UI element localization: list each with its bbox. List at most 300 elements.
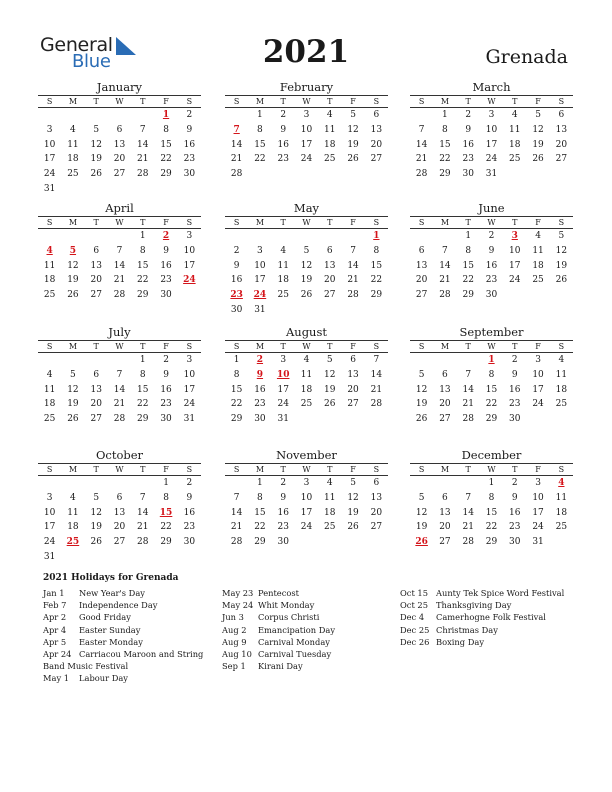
holiday-item bbox=[43, 624, 223, 636]
days-grid bbox=[225, 476, 388, 550]
day-cell: 13 bbox=[90, 260, 102, 271]
day-cell: 9 bbox=[280, 492, 287, 503]
holidays-column bbox=[400, 587, 580, 648]
day-cell: 23 bbox=[254, 399, 266, 410]
day-cell: 16 bbox=[485, 260, 498, 271]
weekday-label: M bbox=[255, 97, 265, 106]
holiday-day-cell: 7 bbox=[233, 124, 240, 135]
holiday-name: Camerhogne Folk Festival bbox=[436, 612, 546, 623]
day-cell: 1 bbox=[163, 478, 169, 488]
day-cell: 30 bbox=[183, 537, 196, 548]
holiday-name: Labour Day bbox=[79, 673, 128, 684]
day-cell: 9 bbox=[186, 124, 193, 135]
month-december bbox=[410, 448, 573, 550]
weekday-label: F bbox=[163, 342, 169, 351]
holidays-column bbox=[222, 587, 402, 672]
day-cell: 19 bbox=[347, 139, 359, 150]
weekday-header bbox=[225, 463, 388, 476]
day-cell: 29 bbox=[485, 537, 498, 548]
day-cell: 22 bbox=[370, 275, 383, 286]
holiday-date: Aug 2 bbox=[222, 624, 247, 635]
month-november bbox=[225, 448, 388, 550]
weekday-label: M bbox=[68, 218, 78, 227]
day-cell: 5 bbox=[70, 369, 76, 380]
day-cell: 17 bbox=[183, 384, 196, 395]
day-cell: 30 bbox=[509, 537, 521, 548]
holiday-item bbox=[400, 599, 580, 611]
day-cell: 6 bbox=[373, 110, 380, 120]
day-cell: 21 bbox=[415, 154, 428, 165]
day-cell: 8 bbox=[139, 245, 146, 256]
day-cell: 26 bbox=[67, 414, 79, 425]
month-title: December bbox=[461, 448, 522, 462]
day-cell: 24 bbox=[300, 154, 313, 165]
day-cell: 29 bbox=[370, 290, 383, 301]
day-cell: 29 bbox=[137, 290, 149, 301]
day-cell: 19 bbox=[555, 260, 568, 271]
day-cell: 16 bbox=[254, 384, 266, 395]
holiday-item bbox=[222, 648, 402, 660]
day-cell: 12 bbox=[415, 384, 428, 395]
weekday-label: F bbox=[350, 342, 356, 351]
weekday-label: S bbox=[233, 97, 240, 106]
weekday-label: M bbox=[440, 218, 450, 227]
holiday-item bbox=[43, 611, 223, 623]
holiday-name: Pentecost bbox=[258, 588, 299, 598]
day-cell: 5 bbox=[535, 110, 541, 120]
day-cell: 11 bbox=[532, 245, 544, 256]
month-title: April bbox=[105, 201, 134, 215]
day-cell: 23 bbox=[462, 154, 474, 165]
weekday-label: T bbox=[465, 97, 471, 106]
day-cell: 4 bbox=[326, 478, 333, 488]
holiday-date: Apr 4 bbox=[43, 624, 67, 635]
day-cell: 14 bbox=[230, 139, 243, 150]
day-cell: 22 bbox=[254, 154, 266, 165]
weekday-label: M bbox=[440, 97, 450, 106]
day-cell: 29 bbox=[230, 414, 243, 425]
day-cell: 12 bbox=[532, 124, 544, 135]
day-cell: 6 bbox=[442, 369, 448, 380]
holiday-item bbox=[43, 636, 223, 648]
day-cell: 17 bbox=[300, 139, 313, 150]
holiday-name: Whit Monday bbox=[258, 600, 315, 611]
day-cell: 13 bbox=[113, 507, 126, 518]
day-cell: 12 bbox=[67, 260, 79, 271]
weekday-label: T bbox=[465, 218, 471, 227]
day-cell: 11 bbox=[324, 492, 336, 503]
day-cell: 23 bbox=[183, 154, 196, 165]
day-cell: 11 bbox=[67, 507, 79, 518]
weekday-header bbox=[38, 463, 201, 476]
day-cell: 20 bbox=[370, 507, 383, 518]
holiday-day-cell: 23 bbox=[230, 290, 243, 301]
holiday-item bbox=[222, 599, 402, 611]
day-cell: 15 bbox=[462, 260, 474, 271]
weekday-label: S bbox=[373, 342, 380, 351]
day-cell: 9 bbox=[488, 245, 495, 256]
weekday-label: M bbox=[255, 465, 265, 474]
day-cell: 20 bbox=[113, 154, 126, 165]
day-cell: 25 bbox=[43, 290, 56, 301]
weekday-label: W bbox=[302, 342, 311, 351]
weekday-label: S bbox=[418, 465, 425, 474]
day-cell: 20 bbox=[370, 139, 383, 150]
month-july bbox=[38, 325, 201, 427]
day-cell: 27 bbox=[439, 414, 451, 425]
day-cell: 31 bbox=[485, 169, 498, 180]
empty-cell bbox=[295, 229, 318, 244]
day-cell: 15 bbox=[485, 507, 498, 518]
holiday-name: Easter Sunday bbox=[79, 624, 141, 635]
holiday-name: Independence Day bbox=[79, 600, 158, 611]
day-cell: 19 bbox=[532, 139, 544, 150]
day-cell: 6 bbox=[350, 355, 356, 365]
holidays-column bbox=[43, 587, 223, 685]
holiday-day-cell: 15 bbox=[159, 507, 173, 518]
weekday-label: F bbox=[350, 465, 356, 474]
day-cell: 21 bbox=[370, 384, 383, 395]
empty-cell bbox=[225, 108, 248, 123]
day-cell: 24 bbox=[183, 399, 196, 410]
day-cell: 22 bbox=[137, 275, 149, 286]
day-cell: 21 bbox=[113, 399, 126, 410]
day-cell: 24 bbox=[277, 399, 289, 410]
holiday-date: Feb 7 bbox=[43, 600, 67, 611]
day-cell: 27 bbox=[113, 537, 126, 548]
day-cell: 18 bbox=[300, 384, 313, 395]
day-cell: 25 bbox=[555, 522, 568, 533]
day-cell: 17 bbox=[254, 275, 266, 286]
weekday-label: T bbox=[327, 342, 333, 351]
day-cell: 19 bbox=[90, 522, 102, 533]
empty-cell bbox=[85, 353, 108, 368]
day-cell: 13 bbox=[90, 384, 102, 395]
weekday-label: T bbox=[280, 465, 286, 474]
day-cell: 11 bbox=[43, 384, 56, 395]
day-cell: 3 bbox=[186, 355, 193, 365]
weekday-label: M bbox=[255, 342, 265, 351]
day-cell: 22 bbox=[137, 399, 149, 410]
day-cell: 15 bbox=[485, 384, 498, 395]
day-cell: 16 bbox=[277, 507, 289, 518]
month-october bbox=[38, 448, 201, 565]
day-cell: 26 bbox=[300, 290, 313, 301]
weekday-label: W bbox=[487, 342, 496, 351]
day-cell: 8 bbox=[257, 492, 263, 503]
day-cell: 7 bbox=[465, 369, 472, 380]
day-cell: 22 bbox=[254, 522, 266, 533]
empty-cell bbox=[433, 353, 456, 368]
month-march bbox=[410, 80, 573, 182]
day-cell: 13 bbox=[113, 139, 126, 150]
day-cell: 12 bbox=[324, 369, 336, 380]
day-cell: 19 bbox=[415, 399, 428, 410]
weekday-label: M bbox=[440, 342, 450, 351]
weekday-label: S bbox=[233, 218, 240, 227]
day-cell: 12 bbox=[415, 507, 428, 518]
weekday-label: S bbox=[46, 218, 53, 227]
day-cell: 3 bbox=[257, 245, 263, 256]
day-cell: 3 bbox=[303, 478, 310, 488]
day-cell: 25 bbox=[43, 414, 56, 425]
weekday-label: W bbox=[487, 97, 496, 106]
day-cell: 1 bbox=[465, 231, 472, 241]
month-june bbox=[410, 201, 573, 303]
day-cell: 17 bbox=[485, 139, 498, 150]
holiday-date: May 1 bbox=[43, 673, 70, 684]
day-cell: 7 bbox=[139, 492, 146, 503]
day-cell: 25 bbox=[324, 154, 336, 165]
month-title: February bbox=[279, 80, 334, 94]
day-cell: 4 bbox=[511, 110, 518, 120]
day-cell: 27 bbox=[439, 537, 451, 548]
holiday-item bbox=[400, 636, 580, 648]
day-cell: 24 bbox=[509, 275, 521, 286]
holiday-day-cell: 9 bbox=[256, 369, 264, 380]
day-cell: 8 bbox=[257, 124, 263, 135]
weekday-label: T bbox=[140, 218, 146, 227]
weekday-label: S bbox=[46, 97, 53, 106]
day-cell: 3 bbox=[186, 231, 193, 241]
day-cell: 2 bbox=[186, 478, 193, 488]
holiday-day-cell: 1 bbox=[488, 355, 495, 365]
day-cell: 13 bbox=[347, 369, 359, 380]
weekday-label: W bbox=[302, 218, 311, 227]
days-grid bbox=[38, 353, 201, 427]
weekday-header bbox=[410, 463, 573, 476]
day-cell: 30 bbox=[254, 414, 266, 425]
day-cell: 16 bbox=[462, 139, 474, 150]
day-cell: 28 bbox=[113, 290, 126, 301]
day-cell: 28 bbox=[415, 169, 428, 180]
weekday-label: S bbox=[186, 342, 193, 351]
day-cell: 11 bbox=[555, 369, 568, 380]
day-cell: 30 bbox=[277, 537, 289, 548]
day-cell: 8 bbox=[139, 369, 146, 380]
day-cell: 22 bbox=[439, 154, 451, 165]
calendar-year: 2021 bbox=[262, 34, 350, 70]
day-cell: 10 bbox=[532, 369, 544, 380]
empty-cell bbox=[38, 476, 61, 491]
weekday-label: F bbox=[535, 465, 541, 474]
weekday-label: M bbox=[440, 465, 450, 474]
weekday-label: T bbox=[280, 342, 286, 351]
day-cell: 21 bbox=[137, 522, 149, 533]
day-cell: 11 bbox=[509, 124, 521, 135]
day-cell: 5 bbox=[350, 478, 356, 488]
weekday-label: M bbox=[255, 218, 265, 227]
logo-general-text: General bbox=[40, 34, 113, 56]
day-cell: 25 bbox=[509, 154, 521, 165]
days-grid bbox=[410, 229, 573, 303]
month-title: October bbox=[95, 448, 144, 462]
day-cell: 21 bbox=[230, 154, 243, 165]
weekday-label: S bbox=[373, 218, 380, 227]
day-cell: 16 bbox=[509, 384, 521, 395]
holiday-item bbox=[400, 624, 580, 636]
day-cell: 13 bbox=[324, 260, 336, 271]
days-grid bbox=[38, 229, 201, 303]
day-cell: 6 bbox=[116, 492, 123, 503]
day-cell: 21 bbox=[462, 399, 474, 410]
empty-cell bbox=[85, 108, 108, 123]
day-cell: 1 bbox=[257, 478, 263, 488]
holiday-day-cell: 24 bbox=[183, 275, 196, 286]
empty-cell bbox=[410, 108, 433, 123]
day-cell: 23 bbox=[277, 154, 289, 165]
holiday-date: May 23 bbox=[222, 588, 254, 598]
weekday-label: W bbox=[115, 97, 124, 106]
day-cell: 27 bbox=[324, 290, 336, 301]
day-cell: 27 bbox=[90, 290, 102, 301]
days-grid bbox=[410, 353, 573, 427]
day-cell: 29 bbox=[160, 169, 172, 180]
day-cell: 18 bbox=[324, 139, 336, 150]
day-cell: 11 bbox=[300, 369, 313, 380]
empty-cell bbox=[108, 229, 131, 244]
month-title: January bbox=[96, 80, 143, 94]
weekday-label: S bbox=[46, 342, 53, 351]
day-cell: 27 bbox=[370, 154, 383, 165]
empty-cell bbox=[38, 229, 61, 244]
day-cell: 15 bbox=[230, 384, 243, 395]
day-cell: 22 bbox=[485, 522, 498, 533]
day-cell: 18 bbox=[555, 507, 568, 518]
holiday-name: Carnival Monday bbox=[258, 636, 330, 647]
day-cell: 14 bbox=[462, 507, 474, 518]
holiday-item bbox=[400, 611, 580, 623]
holiday-item bbox=[43, 599, 223, 611]
weekday-label: T bbox=[93, 218, 99, 227]
day-cell: 5 bbox=[326, 355, 333, 365]
weekday-label: T bbox=[140, 342, 146, 351]
weekday-label: S bbox=[46, 465, 53, 474]
empty-cell bbox=[225, 229, 248, 244]
day-cell: 18 bbox=[532, 260, 544, 271]
holiday-name: Aunty Tek Spice Word Festival bbox=[436, 588, 565, 598]
day-cell: 26 bbox=[532, 154, 544, 165]
day-cell: 10 bbox=[254, 260, 266, 271]
day-cell: 2 bbox=[233, 245, 240, 256]
holiday-day-cell: 24 bbox=[253, 290, 267, 301]
day-cell: 25 bbox=[324, 522, 336, 533]
holiday-item bbox=[222, 611, 402, 623]
weekday-label: S bbox=[186, 218, 193, 227]
day-cell: 23 bbox=[509, 522, 521, 533]
empty-cell bbox=[433, 229, 456, 244]
day-cell: 22 bbox=[230, 399, 243, 410]
day-cell: 19 bbox=[67, 399, 79, 410]
day-cell: 22 bbox=[462, 275, 474, 286]
empty-cell bbox=[272, 229, 295, 244]
empty-cell bbox=[131, 108, 154, 123]
holiday-day-cell: 26 bbox=[415, 537, 428, 548]
day-cell: 26 bbox=[347, 154, 359, 165]
day-cell: 2 bbox=[280, 478, 287, 488]
holiday-date: Aug 10 bbox=[222, 649, 252, 660]
day-cell: 26 bbox=[555, 275, 568, 286]
day-cell: 11 bbox=[324, 124, 336, 135]
day-cell: 1 bbox=[233, 355, 240, 365]
weekday-label: M bbox=[68, 97, 78, 106]
holiday-date: Oct 25 bbox=[400, 600, 428, 611]
day-cell: 21 bbox=[137, 154, 149, 165]
month-may bbox=[225, 201, 388, 318]
empty-cell bbox=[85, 476, 108, 491]
empty-cell bbox=[410, 229, 433, 244]
weekday-header bbox=[225, 340, 388, 353]
empty-cell bbox=[248, 229, 271, 244]
day-cell: 26 bbox=[90, 537, 102, 548]
day-cell: 15 bbox=[254, 507, 266, 518]
holiday-name: Boxing Day bbox=[436, 636, 485, 647]
holiday-date: Jun 3 bbox=[222, 612, 244, 623]
day-cell: 24 bbox=[43, 537, 56, 548]
weekday-label: F bbox=[535, 342, 541, 351]
day-cell: 23 bbox=[160, 275, 172, 286]
weekday-label: T bbox=[512, 97, 518, 106]
day-cell: 21 bbox=[230, 522, 243, 533]
holiday-date: Dec 4 bbox=[400, 612, 425, 623]
holiday-name: Thanksgiving Day bbox=[436, 600, 512, 611]
day-cell: 8 bbox=[373, 245, 380, 256]
day-cell: 2 bbox=[280, 110, 287, 120]
day-cell: 4 bbox=[70, 492, 76, 503]
empty-cell bbox=[85, 229, 108, 244]
weekday-label: S bbox=[418, 218, 425, 227]
day-cell: 8 bbox=[465, 245, 472, 256]
day-cell: 18 bbox=[67, 154, 79, 165]
day-cell: 24 bbox=[532, 522, 544, 533]
holiday-item bbox=[222, 636, 402, 648]
day-cell: 7 bbox=[116, 369, 123, 380]
day-cell: 10 bbox=[43, 507, 56, 518]
day-cell: 28 bbox=[462, 537, 474, 548]
day-cell: 14 bbox=[137, 507, 149, 518]
weekday-label: F bbox=[535, 218, 541, 227]
day-cell: 2 bbox=[488, 231, 495, 241]
weekday-label: T bbox=[327, 465, 333, 474]
day-cell: 14 bbox=[462, 384, 474, 395]
day-cell: 25 bbox=[555, 399, 568, 410]
day-cell: 27 bbox=[113, 169, 126, 180]
holiday-day-cell: 1 bbox=[162, 110, 170, 120]
day-cell: 17 bbox=[532, 384, 544, 395]
month-april bbox=[38, 201, 201, 303]
month-september bbox=[410, 325, 573, 427]
day-cell: 28 bbox=[462, 414, 474, 425]
weekday-label: S bbox=[558, 97, 565, 106]
day-cell: 18 bbox=[277, 275, 289, 286]
day-cell: 12 bbox=[555, 245, 568, 256]
holiday-day-cell: 1 bbox=[373, 231, 380, 241]
day-cell: 10 bbox=[183, 369, 196, 380]
weekday-label: F bbox=[163, 218, 169, 227]
weekday-label: F bbox=[535, 97, 541, 106]
day-cell: 16 bbox=[509, 507, 521, 518]
day-cell: 28 bbox=[439, 290, 451, 301]
day-cell: 20 bbox=[347, 384, 359, 395]
day-cell: 4 bbox=[303, 355, 310, 365]
day-cell: 5 bbox=[350, 110, 356, 120]
holiday-name: Kirani Day bbox=[258, 661, 303, 672]
day-cell: 30 bbox=[160, 290, 172, 301]
day-cell: 10 bbox=[300, 124, 313, 135]
day-cell: 29 bbox=[439, 169, 451, 180]
holiday-date: Apr 5 bbox=[43, 636, 67, 647]
day-cell: 7 bbox=[373, 355, 380, 365]
